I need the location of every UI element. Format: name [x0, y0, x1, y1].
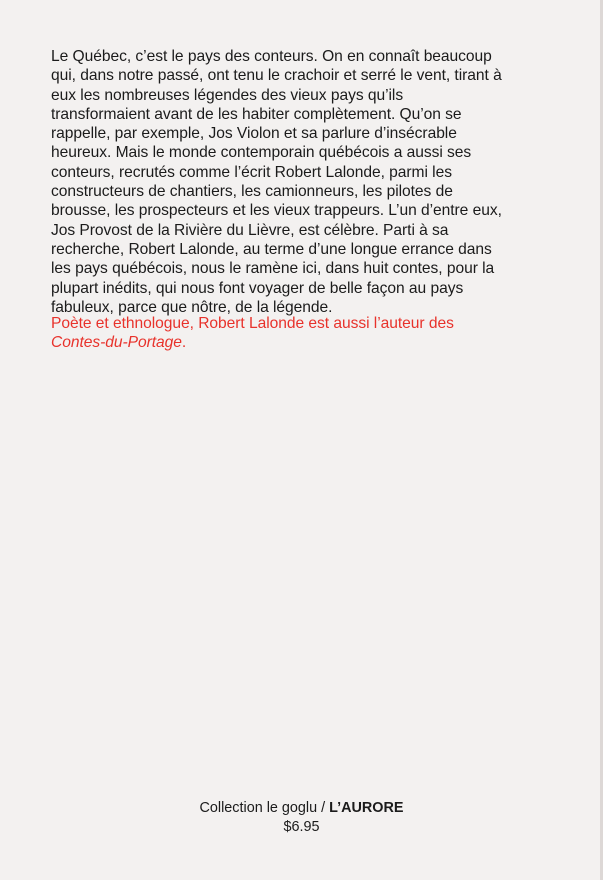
- blurb-line: heureux. Mais le monde contemporain québécois a aussi ses: [51, 144, 472, 162]
- blurb-line: Jos Provost de la Rivière du Lièvre, est célèbre. Parti à sa: [51, 221, 449, 239]
- blurb-line: rappelle, par exemple, Jos Violon et sa parlure d’insécrable: [51, 125, 457, 143]
- blurb-line: Le Québec, c’est le pays des conteurs. On en connaît beaucoup: [51, 48, 492, 65]
- collection-line: [0, 800, 603, 816]
- collection-name: Collection le goglu /: [199, 800, 330, 816]
- blurb-line: transformaient avant de les habiter complètement. Qu’on se: [51, 105, 462, 123]
- blurb-line: eux les nombreuses légendes des vieux pays qu’ils: [51, 86, 404, 104]
- blurb-line: les pays québécois, nous le ramène ici, dans huit contes, pour la: [51, 260, 495, 278]
- blurb-line: fabuleux, parce que nôtre, de la légende.: [51, 298, 333, 316]
- blurb-line: plupart inédits, qui nous font voyager de belle façon au pays: [51, 279, 464, 297]
- blurb-line: recherche, Robert Lalonde, au terme d’une longue errance dans: [51, 240, 492, 258]
- author-note-period: .: [181, 334, 187, 352]
- blurb-line: brousse, les prospecteurs et les vieux trappeurs. L’un d’entre eux,: [51, 202, 502, 220]
- price: $6.95: [283, 819, 320, 835]
- author-note-line: Poète et ethnologue, Robert Lalonde est aussi l’auteur des: [51, 315, 454, 332]
- blurb-line: qui, dans notre passé, ont tenu le crachoir et serré le vent, tirant à: [51, 67, 502, 85]
- book-title: Contes-du-Portage: [51, 334, 182, 352]
- publisher-name: L’AURORE: [329, 800, 404, 816]
- blurb-paragraph: [51, 47, 571, 317]
- blurb-line: constructeurs de chantiers, les camionneurs, les pilotes de: [51, 183, 453, 201]
- author-note-title-line: [51, 333, 571, 352]
- author-note: [51, 314, 571, 353]
- blurb-line: conteurs, recrutés comme l’écrit Robert Lalonde, parmi les: [51, 163, 452, 181]
